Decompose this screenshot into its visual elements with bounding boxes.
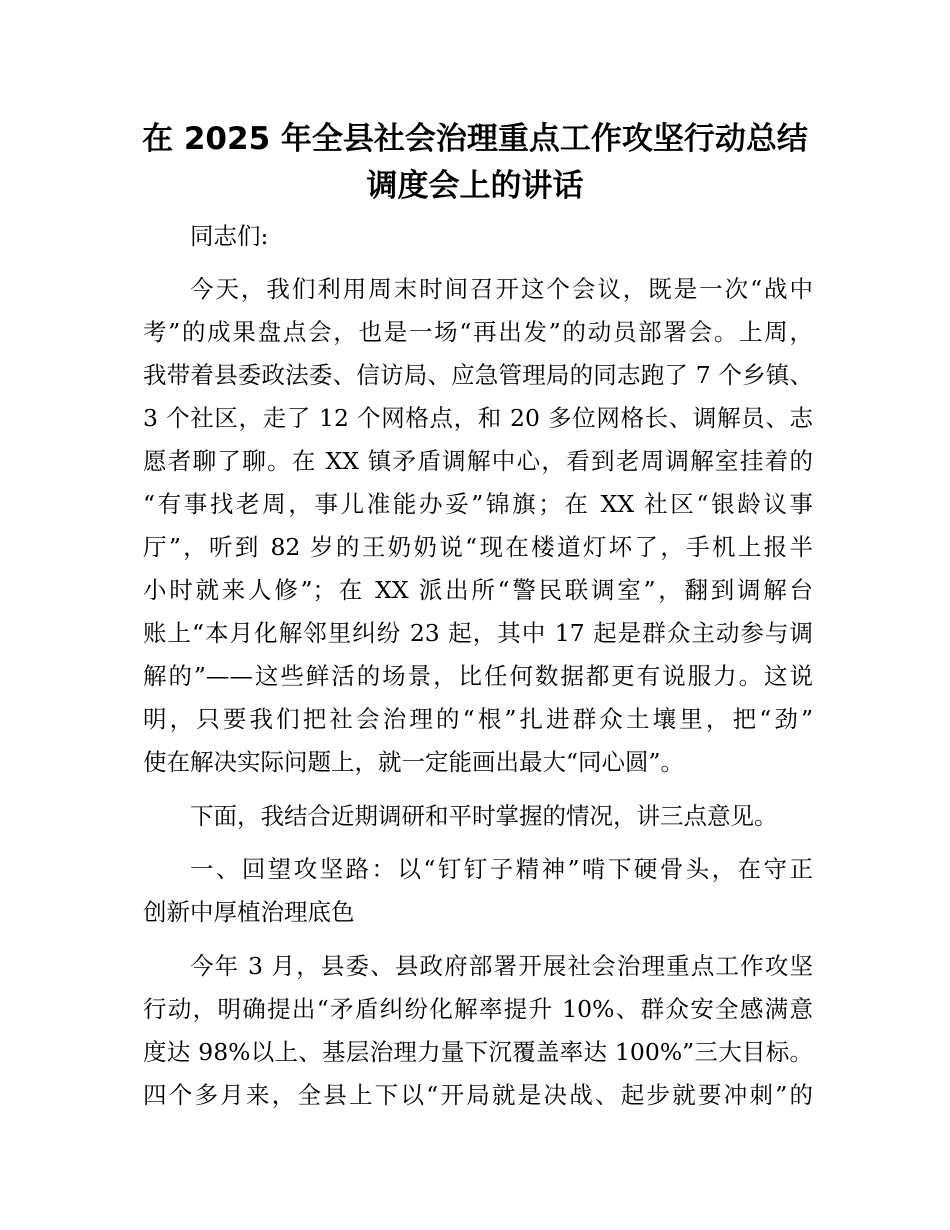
paragraph-line: 使在解决实际问题上，就一定能画出最大“同心圆”。 — [143, 748, 685, 776]
paragraph-line: 明，只要我们把社会治理的“根”扎进群众土壤里，把“劲” — [143, 705, 813, 733]
paragraph-line: 度达 98%以上、基层治理力量下沉覆盖率达 100%”三大目标。 — [143, 1038, 813, 1066]
section-heading-line: 一、回望攻坚路：以“钉钉子精神”啃下硬骨头，在守正 — [190, 855, 813, 883]
paragraph-line: 考”的成果盘点会，也是一场“再出发”的动员部署会。上周， — [143, 318, 813, 346]
paragraph-line: 解的”——这些鲜活的场景，比任何数据都更有说服力。这说 — [143, 662, 813, 690]
section-heading-line: 创新中厚植治理底色 — [143, 898, 355, 926]
paragraph-line: 厅”，听到 82 岁的王奶奶说“现在楼道灯坏了，手机上报半 — [143, 533, 813, 561]
paragraph-line: 账上“本月化解邻里纠纷 23 起，其中 17 起是群众主动参与调 — [143, 619, 813, 647]
salutation: 同志们: — [190, 222, 269, 250]
paragraph-line: 今天，我们利用周末时间召开这个会议，既是一次“战中 — [190, 275, 813, 303]
paragraph-line: “有事找老周，事儿准能办妥”锦旗；在 XX 社区“银龄议事 — [143, 490, 813, 518]
paragraph-line: 我带着县委政法委、信访局、应急管理局的同志跑了 7 个乡镇、 — [143, 361, 813, 389]
paragraph-line: 行动，明确提出“矛盾纠纷化解率提升 10%、群众安全感满意 — [143, 995, 813, 1023]
paragraph-line: 下面，我结合近期调研和平时掌握的情况，讲三点意见。 — [190, 802, 778, 830]
document-title-line-2: 调度会上的讲话 — [366, 168, 584, 204]
paragraph-line: 3 个社区，走了 12 个网格点，和 20 多位网格长、调解员、志 — [143, 404, 813, 432]
paragraph-line: 小时就来人修”；在 XX 派出所“警民联调室”，翻到调解台 — [143, 576, 813, 604]
paragraph-line: 今年 3 月，县委、县政府部署开展社会治理重点工作攻坚 — [190, 952, 813, 980]
document-title-line-1: 在 2025 年全县社会治理重点工作攻坚行动总结 — [142, 121, 808, 157]
paragraph-line: 愿者聊了聊。在 XX 镇矛盾调解中心，看到老周调解室挂着的 — [143, 447, 813, 475]
paragraph-line: 四个多月来，全县上下以“开局就是决战、起步就要冲刺”的 — [143, 1081, 813, 1109]
